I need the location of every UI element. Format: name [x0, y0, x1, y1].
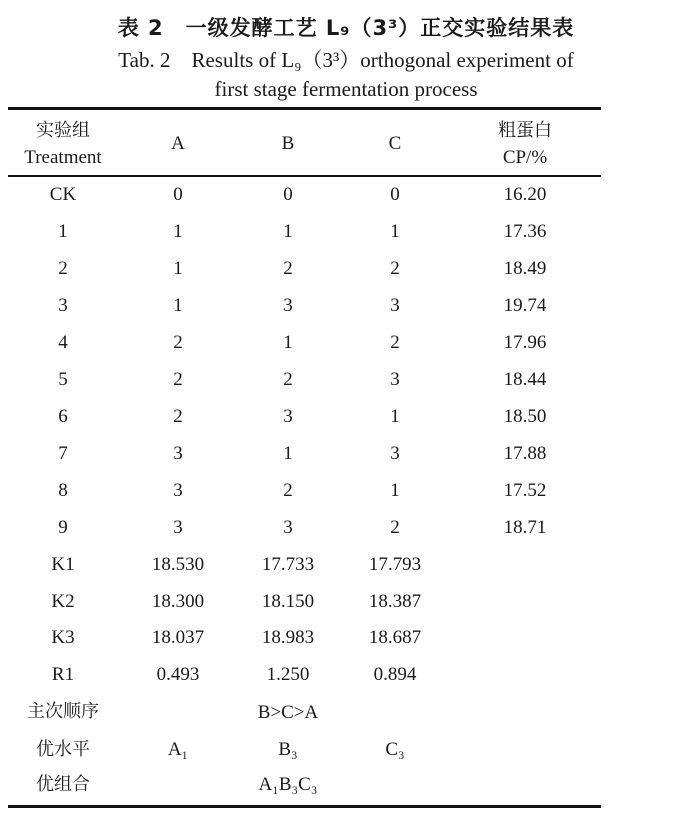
cell-b: 0: [283, 184, 293, 205]
cell-b: 3: [283, 517, 293, 538]
cell-a: 3: [173, 443, 183, 464]
cell-treatment: 4: [58, 332, 68, 353]
cell-cp: 18.49: [503, 258, 547, 279]
cell-c: 2: [390, 332, 400, 353]
cell-cp: 17.96: [503, 332, 547, 353]
cell-a: 18.037: [151, 627, 205, 648]
cell-cp: 19.74: [503, 295, 547, 316]
cell-a: 0.493: [156, 664, 200, 685]
cell-b: 2: [283, 258, 293, 279]
cell-a: 18.530: [151, 554, 205, 575]
table-header-rule: [8, 175, 601, 177]
cell-a: 18.300: [151, 591, 205, 612]
cell-b: 17.733: [261, 554, 315, 575]
cell-a: 1: [173, 295, 183, 316]
cell-c: 3: [390, 295, 400, 316]
cell-cp: 17.88: [503, 443, 547, 464]
cell-b: 3: [283, 406, 293, 427]
optimal-combo-value: A₁B₃C₃: [258, 774, 318, 795]
cell-treatment: 8: [58, 480, 68, 501]
table-top-rule: [8, 107, 601, 110]
cell-c: 3: [390, 443, 400, 464]
optimal-level-a: A₁: [167, 739, 189, 760]
cell-treatment: 7: [58, 443, 68, 464]
cell-c: 18.687: [368, 627, 422, 648]
cell-treatment: 6: [58, 406, 68, 427]
table-bottom-rule: [8, 805, 601, 808]
optimal-level-c: C₃: [385, 739, 405, 760]
cell-b: 1.250: [266, 664, 310, 685]
cell-treatment: CK: [49, 184, 77, 205]
cell-b: 2: [283, 369, 293, 390]
cell-c: 1: [390, 480, 400, 501]
header-a: A: [171, 133, 185, 154]
cell-a: 1: [173, 258, 183, 279]
header-cp-cn: 粗蛋白: [498, 120, 552, 141]
header-treatment-cn: 实验组: [36, 120, 90, 141]
table-title-cn: 表 2 一级发酵工艺 L₉（3³）正交实验结果表: [117, 16, 575, 40]
cell-r-label: R1: [51, 664, 75, 685]
cell-cp: 18.50: [503, 406, 547, 427]
cell-b: 1: [283, 443, 293, 464]
cell-treatment: 2: [58, 258, 68, 279]
cell-c: 0.894: [373, 664, 417, 685]
order-value: B>C>A: [257, 702, 319, 723]
cell-c: 1: [390, 406, 400, 427]
cell-c: 3: [390, 369, 400, 390]
cell-b: 18.150: [261, 591, 315, 612]
cell-c: 0: [390, 184, 400, 205]
header-b: B: [281, 133, 295, 154]
cell-b: 2: [283, 480, 293, 501]
cell-a: 2: [173, 332, 183, 353]
cell-k-label: K1: [51, 554, 75, 575]
cell-a: 2: [173, 369, 183, 390]
cell-c: 2: [390, 517, 400, 538]
header-treatment-en: Treatment: [24, 147, 102, 168]
cell-treatment: 9: [58, 517, 68, 538]
cell-b: 1: [283, 332, 293, 353]
cell-c: 2: [390, 258, 400, 279]
cell-cp: 18.44: [503, 369, 547, 390]
cell-a: 2: [173, 406, 183, 427]
header-c: C: [388, 133, 402, 154]
cell-a: 3: [173, 480, 183, 501]
cell-treatment: 3: [58, 295, 68, 316]
cell-cp: 18.71: [503, 517, 547, 538]
table-title-en: [0, 46, 692, 104]
cell-treatment: 5: [58, 369, 68, 390]
table-title-en-line2: first stage fermentation process: [214, 77, 478, 101]
cell-cp: 17.52: [503, 480, 547, 501]
cell-k-label: K2: [51, 591, 75, 612]
cell-c: 18.387: [368, 591, 422, 612]
cell-c: 1: [390, 221, 400, 242]
cell-a: 0: [173, 184, 183, 205]
table-title-en-line1: Tab. 2 Results of L₉（3³）orthogonal experiment of: [118, 48, 574, 72]
optimal-combo-label: 优组合: [36, 774, 90, 795]
cell-c: 17.793: [368, 554, 422, 575]
cell-a: 3: [173, 517, 183, 538]
cell-a: 1: [173, 221, 183, 242]
cell-k-label: K3: [51, 627, 75, 648]
cell-cp: 17.36: [503, 221, 547, 242]
order-label: 主次顺序: [27, 701, 99, 722]
cell-cp: 16.20: [503, 184, 547, 205]
optimal-level-b: B₃: [278, 739, 298, 760]
optimal-level-label: 优水平: [36, 739, 90, 760]
cell-b: 1: [283, 221, 293, 242]
cell-b: 3: [283, 295, 293, 316]
cell-treatment: 1: [58, 221, 68, 242]
header-cp-en: CP/%: [502, 147, 548, 168]
cell-b: 18.983: [261, 627, 315, 648]
